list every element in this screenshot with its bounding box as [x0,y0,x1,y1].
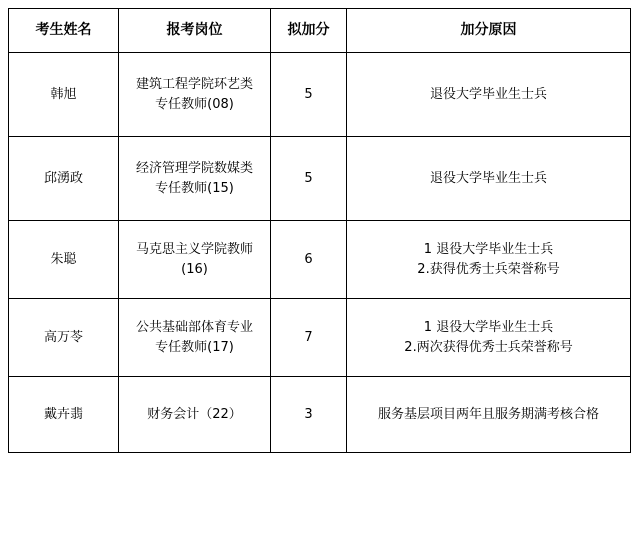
table-row [9,221,631,299]
cell-post [119,137,271,221]
column-header-post: 报考岗位 [119,9,271,53]
reason-line: 2.两次获得优秀士兵荣誉称号 [404,339,573,355]
column-header-score: 拟加分 [271,9,347,53]
cell-score: 5 [271,137,347,221]
table-header [9,9,631,53]
cell-score: 5 [271,53,347,137]
table-row [9,53,631,137]
cell-reason [347,221,631,299]
cell-score: 6 [271,221,347,299]
bonus-points-table [8,8,631,453]
post-line: (16) [181,261,208,277]
cell-post [119,299,271,377]
post-line: 专任教师(15) [155,180,234,196]
reason-line: 退役大学毕业生士兵 [429,86,547,102]
table-row [9,299,631,377]
cell-post [119,377,271,453]
cell-name: 戴卉翡 [9,377,119,453]
cell-reason [347,299,631,377]
table-body [9,53,631,453]
post-line: 专任教师(17) [155,339,234,355]
post-line: 马克思主义学院教师 [135,242,253,257]
reason-line: 1 退役大学毕业生士兵 [423,242,554,257]
cell-post [119,221,271,299]
reason-line: 服务基层项目两年且服务期满考核合格 [377,406,599,422]
cell-reason [347,53,631,137]
table-row [9,377,631,453]
cell-reason [347,137,631,221]
cell-name: 高万苓 [9,299,119,377]
post-line: 经济管理学院数媒类 [135,161,253,176]
cell-score: 3 [271,377,347,453]
column-header-reason: 加分原因 [347,9,631,53]
cell-post [119,53,271,137]
post-line: 财务会计（22） [147,406,242,422]
table-row [9,137,631,221]
reason-line: 2.获得优秀士兵荣誉称号 [417,261,560,277]
cell-score: 7 [271,299,347,377]
reason-line: 1 退役大学毕业生士兵 [423,320,554,335]
cell-name: 韩旭 [9,53,119,137]
cell-name: 邱湧政 [9,137,119,221]
reason-line: 退役大学毕业生士兵 [429,170,547,186]
cell-reason [347,377,631,453]
post-line: 公共基础部体育专业 [135,320,253,335]
post-line: 专任教师(08) [155,96,234,112]
post-line: 建筑工程学院环艺类 [135,77,253,92]
cell-name: 朱聪 [9,221,119,299]
column-header-name: 考生姓名 [9,9,119,53]
table-header-row [9,9,631,53]
